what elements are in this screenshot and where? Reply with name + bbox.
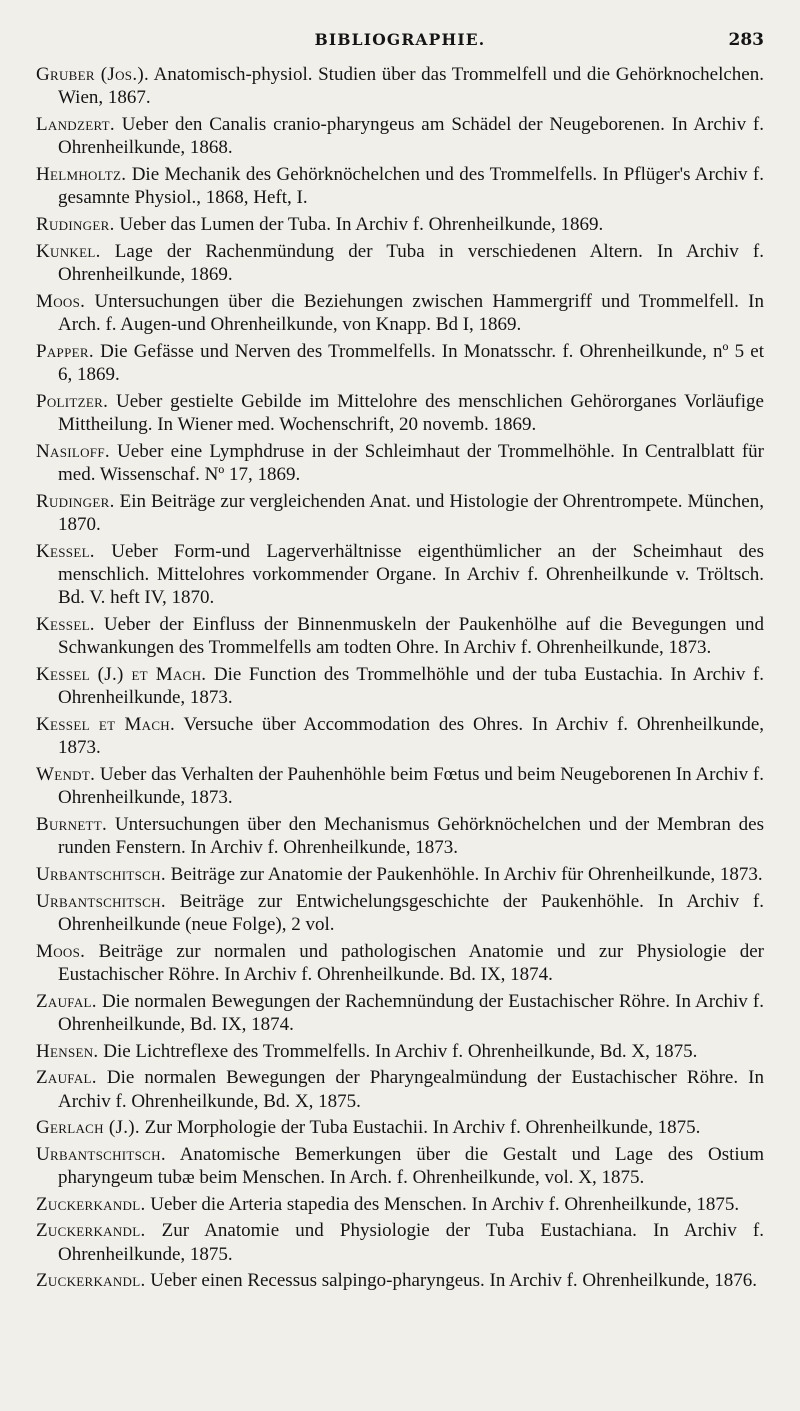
entry-author: Urbantschitsch.	[36, 890, 166, 912]
entry-author: Kunkel.	[36, 240, 101, 262]
entry-author: Helmholtz.	[36, 164, 127, 185]
bibliography-entry	[36, 163, 764, 210]
entry-author: Kessel.	[36, 614, 95, 635]
bibliography-entry	[36, 490, 764, 537]
entry-author: Gerlach (J.).	[36, 1117, 140, 1139]
entry-author: Kessel.	[36, 540, 95, 562]
entry-author: Nasiloff.	[36, 440, 110, 462]
page-header	[36, 28, 764, 58]
bibliography-entry	[36, 613, 764, 660]
entry-author: Urbantschitsch.	[36, 1143, 166, 1165]
entry-citation: Die Mechanik des Gehörknöchelchen und des Trommelfells. In Pflüger's Archiv f. gesamnte Physiol., 1868, Heft, I.	[58, 164, 764, 209]
bibliography-entry	[36, 290, 764, 337]
bibliography-entry	[36, 863, 764, 886]
entry-author: Urbantschitsch.	[36, 864, 166, 885]
entry-author: Papper.	[36, 340, 94, 362]
entry-citation: Die Function des Trommelhöhle und der tuba Eustachia. In Archiv f. Ohrenheilkunde, 1873.	[58, 664, 764, 709]
entry-citation: Ueber einen Recessus salpingo-pharyngeus. In Archiv f. Ohrenheilkunde, 1876.	[145, 1270, 758, 1292]
entry-author: Moos.	[36, 940, 86, 962]
entry-citation: Ueber den Canalis cranio-pharyngeus am Schädel der Neugeborenen. In Archiv f. Ohrenheilkunde, 1868.	[58, 114, 764, 159]
entry-citation: Die Lichtreflexe des Trommelfells. In Archiv f. Ohrenheilkunde, Bd. X, 1875.	[98, 1040, 698, 1062]
entry-citation: Ueber das Verhalten der Pauhenhöhle beim Fœtus und beim Neugeborenen In Archiv f. Ohrenheilkunde, 1873.	[58, 764, 764, 809]
entry-author: Gruber (Jos.).	[36, 64, 150, 85]
entry-author: Burnett.	[36, 814, 108, 835]
entry-citation: Anatomisch-physiol. Studien über das Trommelfell und die Gehörknochelchen. Wien, 1867.	[58, 64, 764, 109]
entry-citation: Ueber die Arteria stapedia des Menschen. In Archiv f. Ohrenheilkunde, 1875.	[145, 1193, 740, 1215]
bibliography-entry	[36, 940, 764, 987]
bibliography-entry	[36, 440, 764, 487]
entry-author: Zuckerkandl.	[36, 1193, 146, 1215]
entry-citation: Die Gefässe und Nerven des Trommelfells. In Monatsschr. f. Ohrenheilkunde, nº 5 et 6, 1869.	[58, 340, 764, 385]
bibliography-entry	[36, 1040, 764, 1063]
entry-citation: Die normalen Bewegungen der Pharyngealmündung der Eustachischer Röhre. In Archiv f. Ohrenheilkunde, Bd. X, 1875.	[58, 1067, 764, 1112]
bibliography-entry	[36, 1066, 764, 1113]
entry-author: Zuckerkandl.	[36, 1220, 146, 1242]
bibliography-entry	[36, 890, 764, 937]
entry-author: Kessel (J.) et Mach.	[36, 664, 207, 685]
entry-author: Zaufal.	[36, 1067, 97, 1089]
entry-author: Kessel et Mach.	[36, 714, 176, 735]
entry-citation: Ueber der Einfluss der Binnenmuskeln der Paukenhölhe auf die Bevegungen und Schwankungen des Trommelfells am todten Ohre. In Archiv f. Ohrenheilkunde, 1873.	[58, 614, 764, 659]
entry-author: Zaufal.	[36, 990, 97, 1012]
entry-citation: Anatomische Bemerkungen über die Gestalt und Lage des Ostium pharyngeum tubæ beim Menschen. In Arch. f. Ohrenheilkunde, vol. X, 1875.	[58, 1143, 764, 1189]
running-title: BIBLIOGRAPHIE.	[314, 30, 486, 49]
bibliography-entry	[36, 1116, 764, 1139]
bibliography-entry	[36, 1269, 764, 1292]
page-number: 283	[728, 30, 764, 50]
entry-citation: Die normalen Bewegungen der Rachemnündung der Eustachischer Röhre. In Archiv f. Ohrenheilkunde, Bd. IX, 1874.	[58, 990, 764, 1035]
bibliography-entry	[36, 1219, 764, 1266]
entry-citation: Untersuchungen über die Beziehungen zwischen Hammergriff und Trommelfell. In Arch. f. Augen-und Ohrenheilkunde, von Knapp. Bd I, 1869.	[58, 290, 764, 335]
bibliography-entry	[36, 390, 764, 437]
entry-author: Wendt.	[36, 764, 96, 785]
bibliography-entry	[36, 1143, 764, 1190]
bibliography-entry	[36, 1193, 764, 1216]
entry-citation: Untersuchungen über den Mechanismus Gehörknöchelchen und der Membran des runden Fenstern. In Archiv f. Ohrenheilkunde, 1873.	[58, 814, 764, 859]
entry-citation: Lage der Rachenmündung der Tuba in verschiedenen Altern. In Archiv f. Ohrenheilkunde, 1869.	[58, 240, 764, 285]
entry-citation: Ueber eine Lymphdruse in der Schleimhaut der Trommelhöhle. In Centralblatt für med. Wissenschaf. Nº 17, 1869.	[58, 440, 764, 485]
entry-citation: Versuche über Accommodation des Ohres. In Archiv f. Ohrenheilkunde, 1873.	[58, 714, 764, 759]
bibliography-entry	[36, 63, 764, 110]
bibliography-entry	[36, 540, 764, 610]
entry-author: Politzer.	[36, 390, 109, 412]
bibliography-entry	[36, 713, 764, 760]
entry-citation: Zur Anatomie und Physiologie der Tuba Eustachiana. In Archiv f. Ohrenheilkunde, 1875.	[58, 1220, 764, 1265]
entry-citation: Beiträge zur normalen und pathologischen Anatomie und zur Physiologie der Eustachischer Röhre. In Archiv f. Ohrenheilkunde. Bd. IX, 1874.	[58, 940, 764, 985]
entry-author: Zuckerkandl.	[36, 1270, 146, 1292]
entry-citation: Ueber Form-und Lagerverhältnisse eigenthümlicher an der Scheimhaut des menschlich. Mittelohres vorkommender Organe. In Archiv f. Ohrenheilkunde v. Tröltsch. Bd. V. heft IV, 1870.	[58, 540, 764, 609]
entry-citation: Ueber gestielte Gebilde im Mittelohre des menschlichen Gehörorganes Vorläufige Mittheilung. In Wiener med. Wochenschrift, 20 novemb. 1869.	[58, 390, 764, 435]
entry-author: Landzert.	[36, 114, 115, 135]
entry-citation: Ueber das Lumen der Tuba. In Archiv f. Ohrenheilkunde, 1869.	[114, 214, 604, 235]
entry-author: Moos.	[36, 290, 86, 312]
bibliography-entry	[36, 763, 764, 810]
entry-citation: Beiträge zur Entwichelungsgeschichte der Paukenhöhle. In Archiv f. Ohrenheilkunde (neue Folge), 2 vol.	[58, 890, 764, 935]
entry-author: Hensen.	[36, 1040, 99, 1062]
bibliography-entry	[36, 113, 764, 160]
entry-citation: Beiträge zur Anatomie der Paukenhöhle. In Archiv für Ohrenheilkunde, 1873.	[165, 864, 763, 885]
bibliography-entry	[36, 213, 764, 236]
bibliography-entry	[36, 813, 764, 860]
bibliography-entry	[36, 340, 764, 387]
entry-citation: Ein Beiträge zur vergleichenden Anat. und Histologie der Ohrentrompete. München, 1870.	[58, 490, 764, 535]
entry-author: Rudinger.	[36, 214, 115, 235]
entry-citation: Zur Morphologie der Tuba Eustachii. In Archiv f. Ohrenheilkunde, 1875.	[139, 1117, 701, 1139]
entry-author: Rudinger.	[36, 490, 115, 512]
bibliography-entry	[36, 663, 764, 710]
bibliography-entry	[36, 990, 764, 1037]
bibliography-entry	[36, 240, 764, 287]
bibliography-list	[36, 63, 764, 1296]
